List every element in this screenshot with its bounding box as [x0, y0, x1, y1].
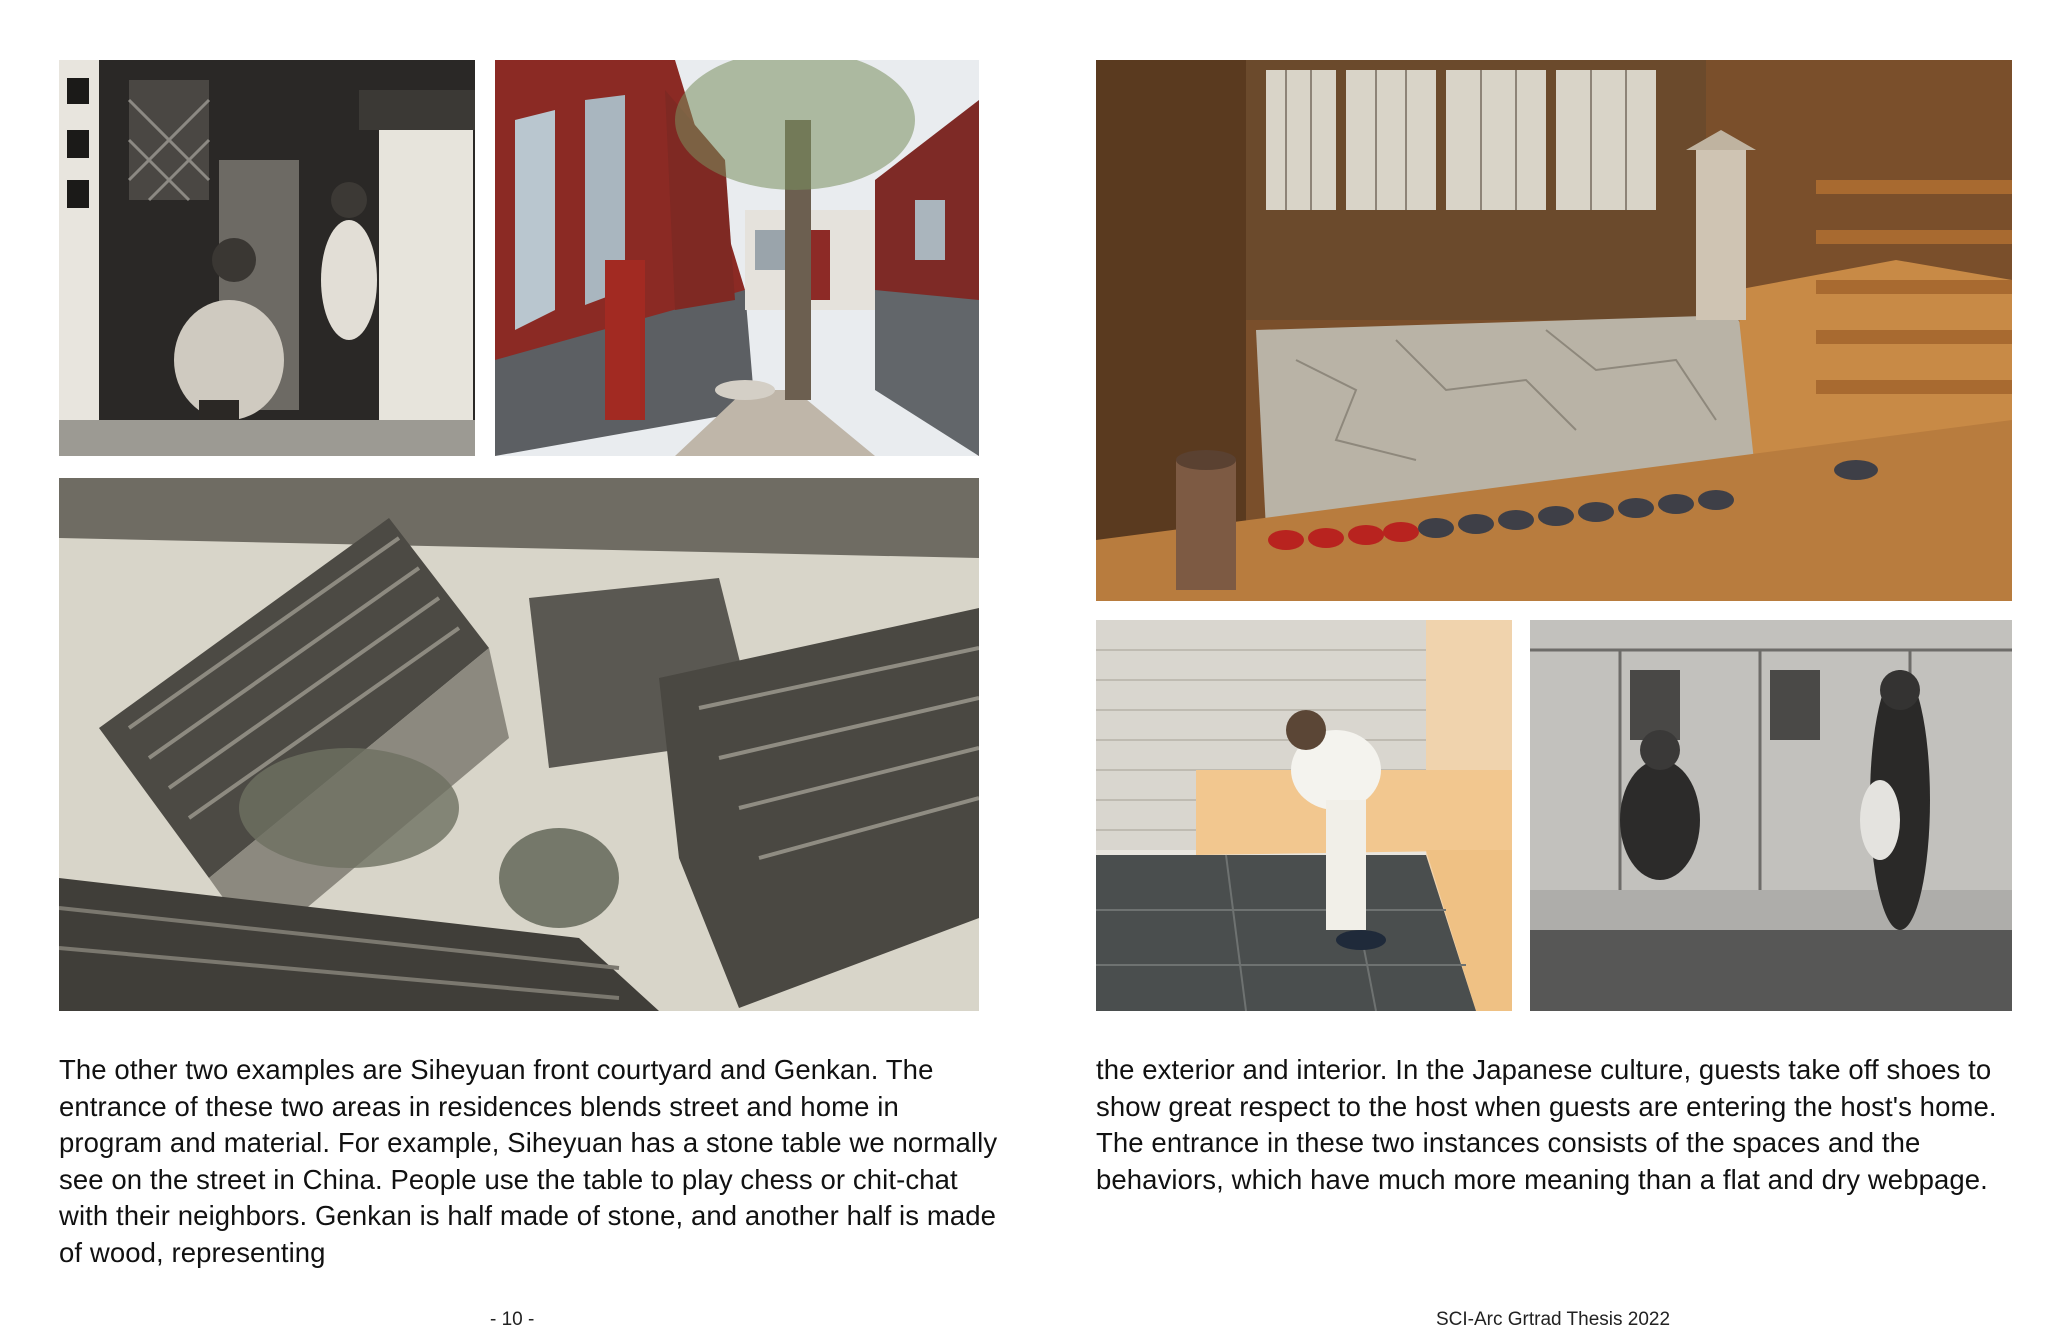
- photo-siheyuan-courtyard-tree: [495, 60, 979, 456]
- photo-genkan-slippers: [1096, 60, 2012, 601]
- photo-siheyuan-aerial-roofs: [59, 478, 979, 1011]
- photo-genkan-shoe-tying: [1096, 620, 1512, 1011]
- page-number: - 10 -: [490, 1309, 535, 1330]
- body-text-left: The other two examples are Siheyuan front courtyard and Genkan. The entrance of these two areas in residences blends street and home in program and material. For example, Siheyuan has a stone table we normally see on the street in China. People use the table to play chess or chit-chat with their neighbors. Genkan is half made of stone, and another half is made of wood, representing: [59, 1054, 998, 1268]
- body-text-right: the exterior and interior. In the Japanese culture, guests take off shoes to show great respect to the host when guests are entering the host's home. The entrance in these two instances consists of the spaces and the behaviors, which have much more meaning than a flat and dry webpage.: [1096, 1054, 1997, 1195]
- photo-genkan-kimono-women: [1530, 620, 2012, 1011]
- running-head: SCI-Arc Grtrad Thesis 2022: [1436, 1309, 1671, 1330]
- photo-siheyuan-doorway-historic: [59, 60, 475, 456]
